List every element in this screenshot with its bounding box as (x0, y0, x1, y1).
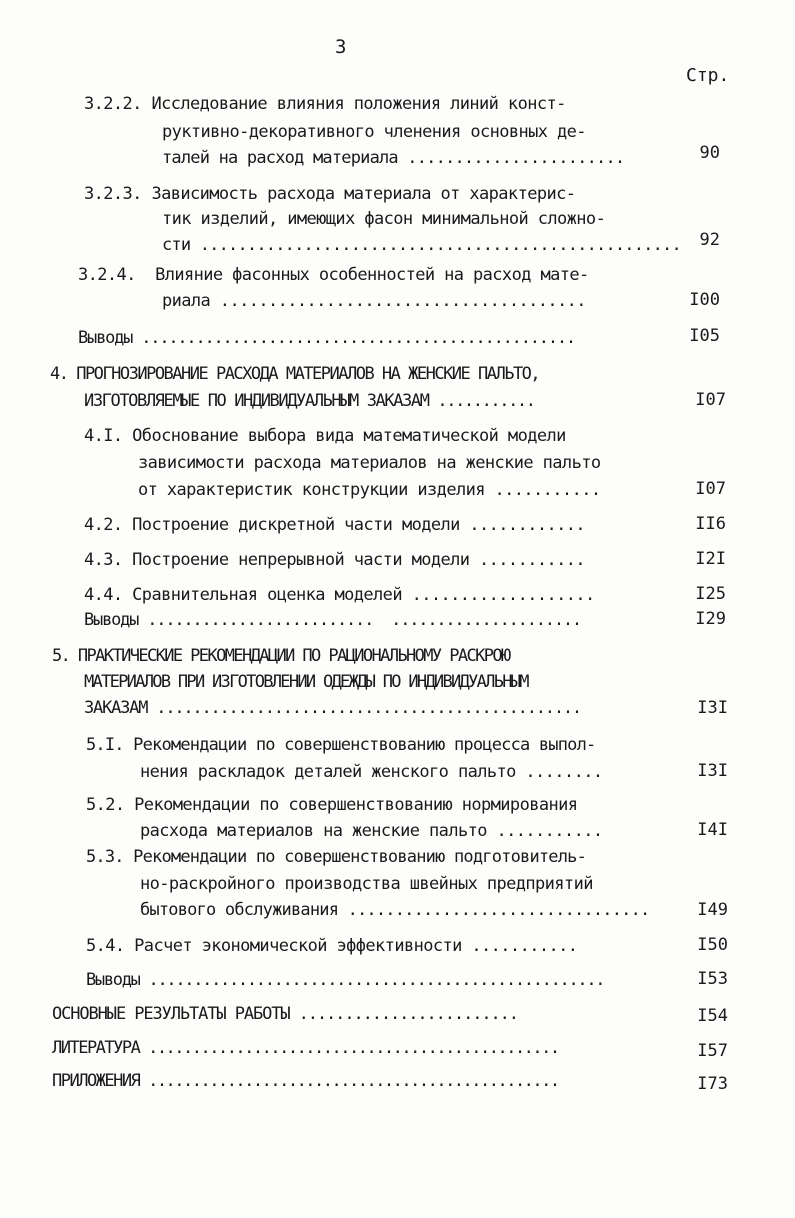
toc-line: бытового обслуживания ................................ (140, 900, 650, 920)
toc-line: сти ................................................... (162, 235, 681, 255)
toc-line: ЗАКАЗАМ ............................................... (84, 698, 581, 718)
toc-line: 4.4. Сравнительная оценка моделей ................... (84, 585, 595, 605)
toc-page: I07 (695, 479, 726, 499)
toc-line: талей на расход материала ....................... (162, 148, 625, 168)
toc-line: 4.I. Обоснование выбора вида математической модели (84, 426, 566, 446)
toc-line: ОСНОВНЫЕ РЕЗУЛЬТАТЫ РАБОТЫ ........................ (52, 1004, 518, 1024)
toc-page: I57 (697, 1041, 728, 1061)
toc-line: но-раскройного производства швейных предприятий (140, 874, 593, 894)
toc-page: I53 (697, 969, 728, 989)
toc-line: ИЗГОТОВЛЯЕМЫЕ ПО ИНДИВИДУАЛЬНЫМ ЗАКАЗАМ ........... (84, 391, 535, 411)
toc-line: риала ...................................... (162, 291, 586, 311)
toc-line: ЛИТЕРАТУРА ............................................... (52, 1038, 559, 1058)
toc-page: I49 (697, 900, 728, 920)
toc-page: I4I (697, 820, 728, 840)
toc-line: 4.3. Построение непрерывной части модели ........... (84, 550, 586, 570)
toc-line: 5. ПРАКТИЧЕСКИЕ РЕКОМЕНДАЦИИ ПО РАЦИОНАЛЬНОМУ РАСКРОЮ (52, 646, 510, 666)
toc-line: МАТЕРИАЛОВ ПРИ ИЗГОТОВЛЕНИИ ОДЕЖДЫ ПО ИНДИВИДУАЛЬНЫМ (84, 672, 528, 692)
toc-line: 5.2. Рекомендации по совершенствованию нормирования (86, 795, 578, 815)
toc-page: I29 (695, 609, 726, 629)
toc-line: 4. ПРОГНОЗИРОВАНИЕ РАСХОДА МАТЕРИАЛОВ НА ЖЕНСКИЕ ПАЛЬТО, (50, 364, 540, 384)
toc-line: Выводы ......................... ..................... (84, 610, 581, 630)
toc-page: I00 (689, 290, 720, 310)
toc-page: 92 (699, 230, 720, 250)
toc-line: Выводы ................................................ (78, 328, 575, 348)
toc-page: I50 (697, 935, 728, 955)
toc-line: 4.2. Построение дискретной части модели ............ (84, 515, 586, 535)
toc-line: тик изделий, имеющих фасон минимальной сложно- (162, 209, 606, 229)
toc-page: I05 (689, 326, 720, 346)
toc-page: I3I (697, 698, 728, 718)
toc-line: ПРИЛОЖЕНИЯ ............................................... (52, 1071, 559, 1091)
toc-line: зависимости расхода материалов на женские пальто (138, 453, 601, 473)
toc-page: I3I (697, 761, 728, 781)
page-column-header: Стр. (686, 65, 730, 86)
toc-page: I25 (695, 584, 726, 604)
toc-line: 5.3. Рекомендации по совершенствованию подготовитель- (86, 847, 587, 867)
toc-line: нения раскладок деталей женского пальто ........ (140, 762, 603, 782)
toc-page: I73 (697, 1074, 728, 1094)
toc-line: 5.I. Рекомендации по совершенствованию процесса выпол- (86, 735, 596, 755)
toc-line: 3.2.3. Зависимость расхода материала от характерис- (84, 184, 576, 204)
toc-line: 3.2.4. Влияние фасонных особенностей на расход мате- (78, 265, 589, 285)
toc-page: II6 (695, 514, 726, 534)
toc-page: I54 (697, 1006, 728, 1026)
toc-line: руктивно-декоративного членения основных де- (162, 122, 586, 142)
toc-page: I2I (695, 549, 726, 569)
toc-line: 5.4. Расчет экономической эффективности ........... (86, 936, 578, 956)
toc-page: I07 (695, 390, 726, 410)
toc-line: 3.2.2. Исследование влияния положения линий конст- (84, 94, 566, 114)
toc-line: Выводы ................................................... (86, 970, 605, 990)
toc-page: 90 (699, 143, 720, 163)
toc-line: от характеристик конструкции изделия ........... (138, 480, 601, 500)
page-number: 3 (335, 36, 347, 58)
toc-line: расхода материалов на женские пальто ........... (140, 821, 603, 841)
